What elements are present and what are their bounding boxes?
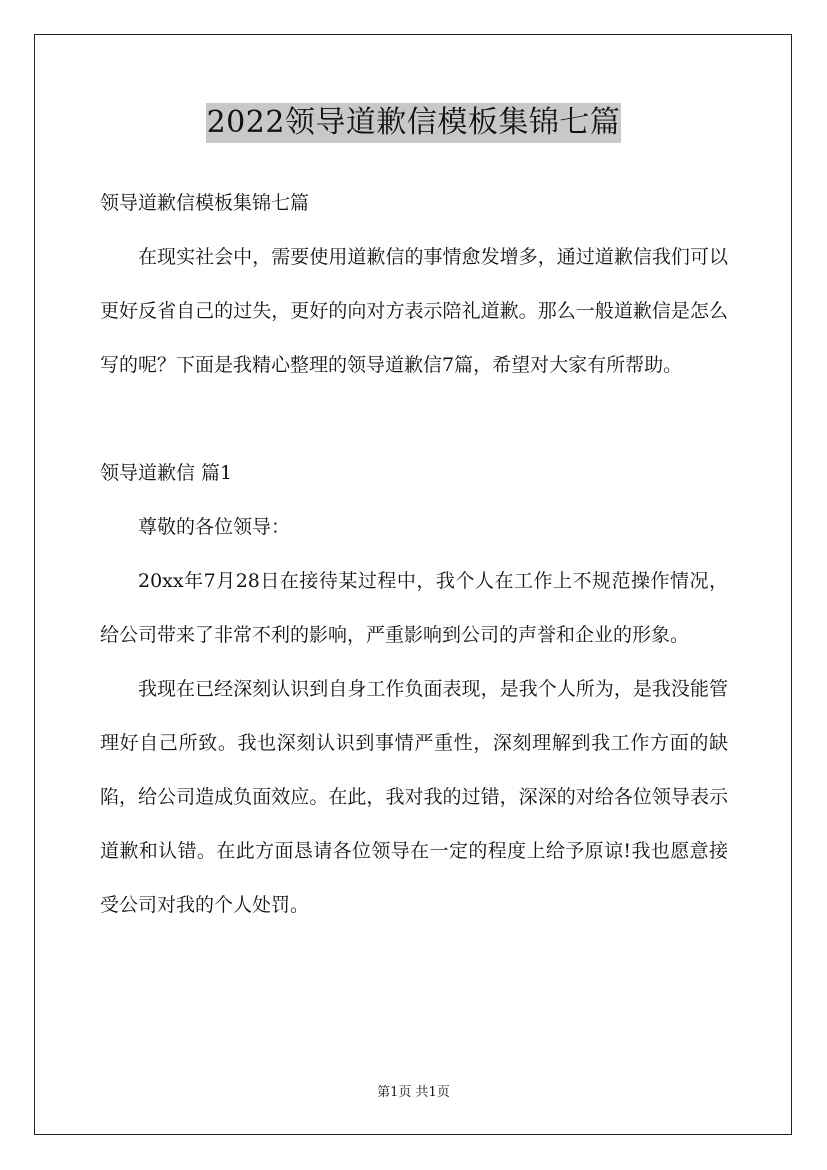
document-body bbox=[100, 176, 728, 932]
intro-paragraph: 在现实社会中，需要使用道歉信的事情愈发增多，通过道歉信我们可以更好反省自己的过失，更好的向对方表示陪礼道歉。那么一般道歉信是怎么写的呢？下面是我精心整理的领导道歉信7篇，希望对大家有所帮助。 bbox=[100, 246, 728, 376]
document-subtitle: 领导道歉信模板集锦七篇 bbox=[100, 192, 310, 214]
document-title: 2022领导道歉信模板集锦七篇 bbox=[206, 103, 622, 143]
page-footer: 第1页 共1页 bbox=[377, 1085, 450, 1100]
section-spacer bbox=[100, 392, 728, 446]
salutation: 尊敬的各位领导： bbox=[138, 516, 291, 538]
body-paragraph-1: 20xx年7月28日在接待某过程中，我个人在工作上不规范操作情况，给公司带来了非常不利的影响，严重影响到公司的声誉和企业的形象。 bbox=[100, 570, 728, 646]
title-container bbox=[0, 103, 827, 143]
body-paragraph-2: 我现在已经深刻认识到自身工作负面表现，是我个人所为，是我没能管理好自己所致。我也深刻认识到事情严重性，深刻理解到我工作方面的缺陷，给公司造成负面效应。在此，我对我的过错，深深的对给各位领导表示道歉和认错。在此方面恳请各位领导在一定的程度上给予原谅!我也愿意接受公司对我的个人处罚。 bbox=[100, 678, 728, 916]
section-heading: 领导道歉信 篇1 bbox=[100, 462, 233, 484]
